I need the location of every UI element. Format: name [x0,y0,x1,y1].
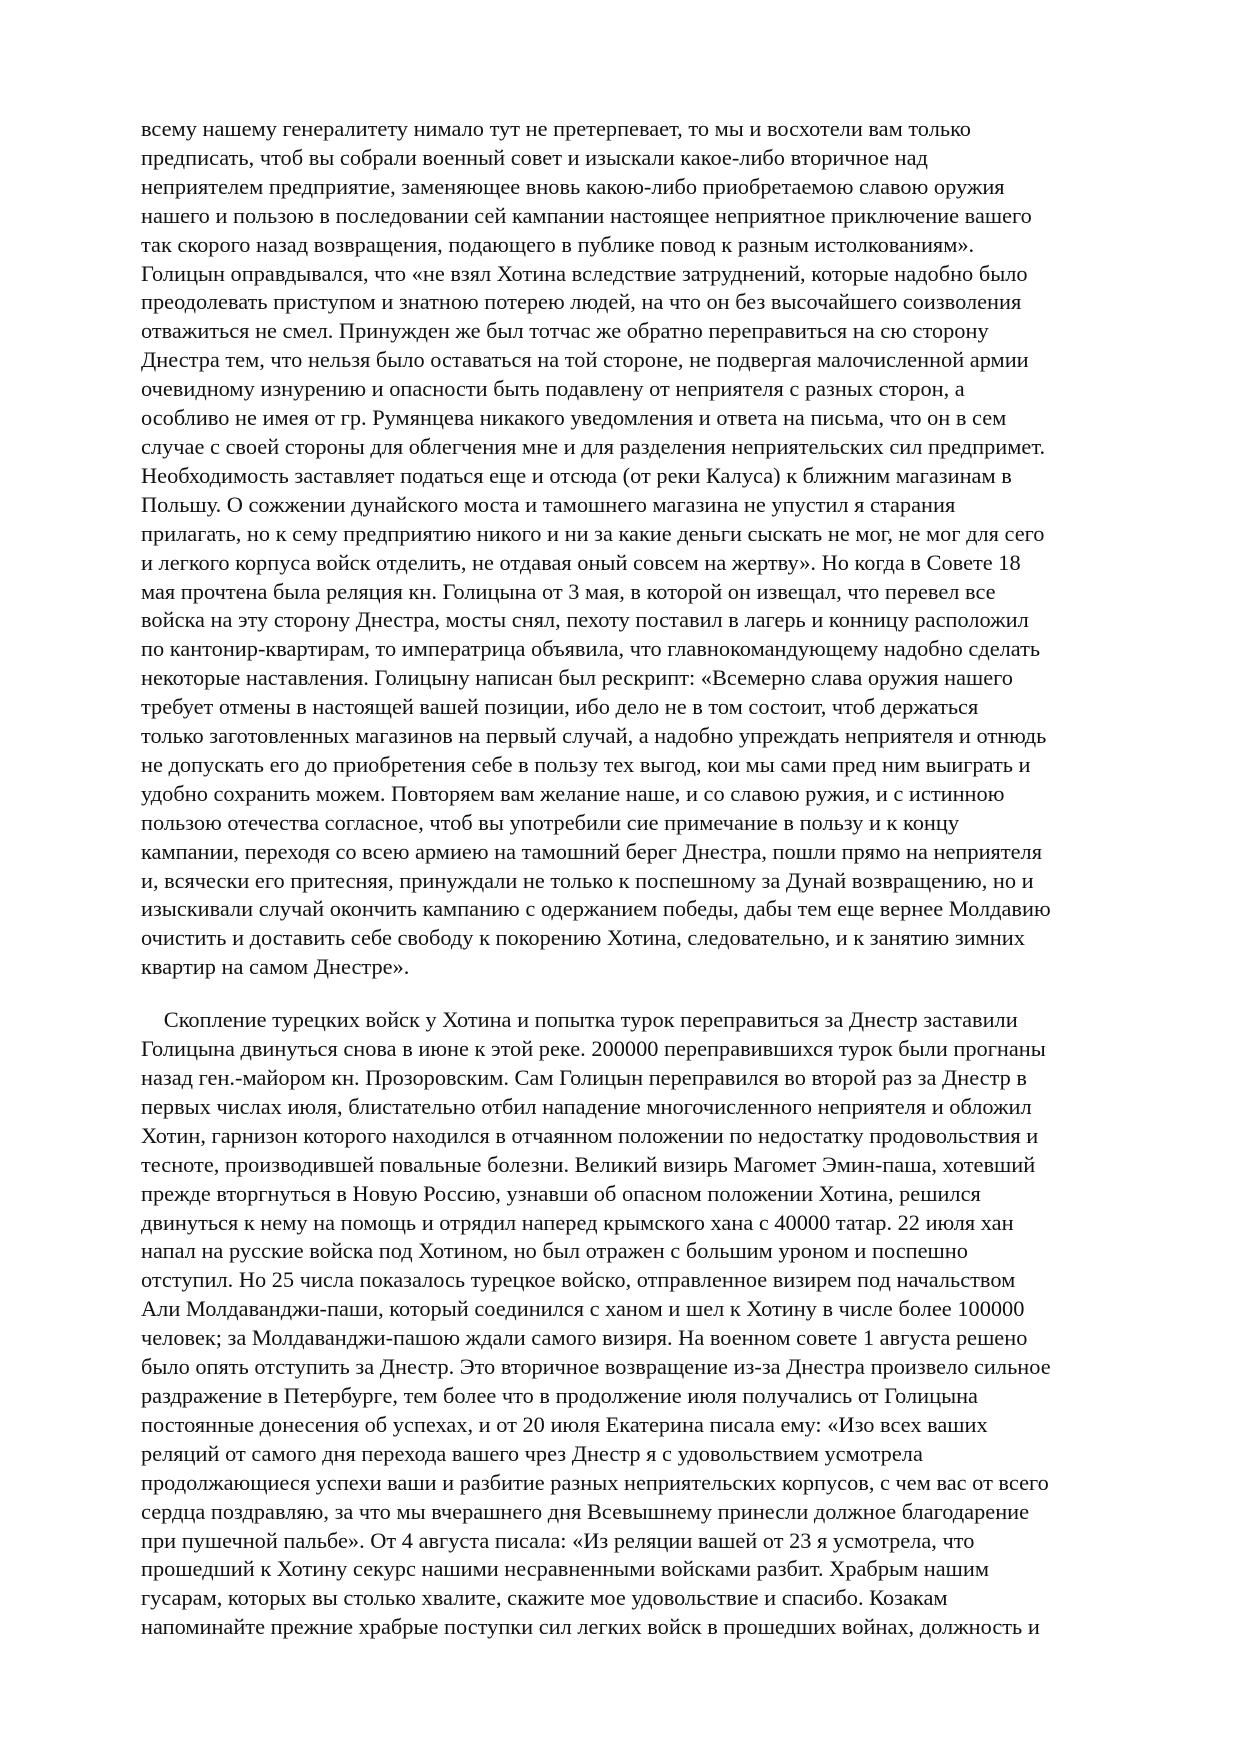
text-line: особливо не имея от гр. Румянцева никакого уведомления и ответа на письма, что он в сем [141,405,1007,431]
text-line: постоянные донесения об успехах, и от 20 июля Екатерина писала ему: «Изо всех ваших [141,1411,988,1437]
text-line: не допускать его до приобретения себе в пользу тех выгод, кои мы сами пред ним выиграть и [141,751,1031,777]
text-line: двинуться к нему на помощь и отрядил наперед крымского хана с 40000 татар. 22 июля хан [141,1209,1014,1235]
text-line: нашего и пользою в последовании сей кампании настоящее неприятное приключение вашего [141,202,1032,228]
text-line: и легкого корпуса войск отделить, не отдавая оный совсем на жертву». Но когда в Совете 18 [141,549,1021,575]
text-line: только заготовленных магазинов на первый случай, а надобно упреждать неприятеля и отнюдь [141,723,1047,749]
text-line: очистить и доставить себе свободу к покорению Хотина, следовательно, и к занятию зимних [141,925,1025,951]
text-line: удобно сохранить можем. Повторяем вам желание наше, и со славою ружия, и с истинною [141,780,1005,806]
text-line: прошедший к Хотину секурс нашими несравненными войсками разбит. Храбрым нашим [141,1556,990,1582]
text-line: случае с своей стороны для облегчения мне и для разделения неприятельских сил предпримет. [141,433,1046,459]
text-line: так скорого назад возвращения, подающего в публике повод к разным истолкованиям». [141,231,975,257]
text-line: реляций от самого дня перехода вашего чрез Днестр я с удовольствием усмотрела [141,1440,923,1466]
text-line: Польшу. О сожжении дунайского моста и тамошнего магазина не упустил я старания [141,491,956,517]
text-line: и, всячески его притесняя, принуждали не только к поспешному за Дунай возвращению, но и [141,867,1034,893]
text-line: Хотин, гарнизон которого находился в отчаянном положении по недостатку продовольствия и [141,1122,1039,1148]
text-line: преодолевать приступом и знатною потерею людей, на что он без высочайшего соизволения [141,289,1022,315]
text-line: изыскивали случай окончить кампанию с одержанием победы, дабы тем еще вернее Молдавию [141,896,1051,922]
text-line: Голицына двинуться снова в июне к этой реке. 200000 переправившихся турок были прогнаны [141,1036,1046,1062]
text-line: войска на эту сторону Днестра, мосты снял, пехоту поставил в лагерь и конницу расположил [141,607,1029,633]
text-line: требует отмены в настоящей вашей позиции, ибо дело не в том состоит, чтоб держаться [141,694,979,720]
text-line: пользою отечества согласное, чтоб вы употребили сие примечание в пользу и к концу [141,809,960,835]
text-line: сердца поздравляю, за что мы вчерашнего дня Всевышнему принесли должное благодарение [141,1498,1030,1524]
text-line: Голицын оправдывался, что «не взял Хотина вследствие затруднений, которые надобно было [141,260,1028,286]
text-line: при пушечной пальбе». От 4 августа писала: «Из реляции вашей от 23 я усмотрела, что [141,1527,975,1553]
text-line: отступил. Но 25 числа показалось турецкое войско, отправленное визирем под начальством [141,1267,1016,1293]
text-line: Али Молдаванджи-паши, который соединился с ханом и шел к Хотину в числе более 100000 [141,1296,1025,1322]
text-line: неприятелем предприятие, заменяющее вновь какою-либо приобретаемою славою оружия [141,173,1005,199]
text-line: первых числах июля, блистательно отбил нападение многочисленного неприятеля и обложил [141,1093,1032,1119]
text-line: Необходимость заставляет податься еще и отсюда (от реки Калуса) к ближним магазинам в [141,462,1012,488]
text-line: квартир на самом Днестре». [141,954,410,980]
text-line: некоторые наставления. Голицыну написан был рескрипт: «Всемерно слава оружия нашего [141,665,1013,691]
text-line: кампании, переходя со всею армиею на тамошний берег Днестра, пошли прямо на неприятеля [141,838,1042,864]
text-line: тесноте, производившей повальные болезни. Великий визирь Магомет Эмин-паша, хотевший [141,1151,1036,1177]
paragraph-1 [141,115,1141,982]
text-line: мая прочтена была реляция кн. Голицына от 3 мая, в которой он извещал, что перевел все [141,578,996,604]
text-line: назад ген.-майором кн. Прозоровским. Сам Голицын переправился во второй раз за Днестр в [141,1065,1028,1090]
text-line: прежде вторгнуться в Новую Россию, узнавши об опасном положении Хотина, решился [141,1180,981,1206]
body-text [141,115,1141,1642]
text-line: продолжающиеся успехи ваши и разбитие разных неприятельских корпусов, с чем вас от всего [141,1469,1049,1495]
paragraph-2 [141,1006,1141,1642]
text-line: Днестра тем, что нельзя было оставаться на той стороне, не подвергая малочисленной армии [141,347,1029,373]
text-line: всему нашему генералитету нимало тут не претерпевает, то мы и восхотели вам только [141,116,971,141]
text-line: по кантонир-квартирам, то императрица объявила, что главнокомандующему надобно сделать [141,636,1041,662]
text-line: Скопление турецких войск у Хотина и попытка турок переправиться за Днестр заставили [163,1007,1018,1033]
text-line: предписать, чтоб вы собрали военный совет и изыскали какое-либо вторичное над [141,144,928,170]
text-line: отважиться не смел. Принужден же был тотчас же обратно переправиться на сю сторону [141,318,989,344]
text-line: гусарам, которых вы столько хвалите, скажите мое удовольствие и спасибо. Козакам [141,1585,948,1611]
text-line: прилагать, но к сему предприятию никого и ни за какие деньги сыскать не мог, не мог для сего [141,520,1045,546]
text-line: раздражение в Петербурге, тем более что в продолжение июля получались от Голицына [141,1382,978,1408]
text-line: напоминайте прежние храбрые поступки сил легких войск в прошедших войнах, должность и [141,1614,1040,1640]
text-line: было опять отступить за Днестр. Это вторичное возвращение из-за Днестра произвело сильное [141,1354,1051,1380]
text-line: напал на русские войска под Хотином, но был отражен с большим уроном и поспешно [141,1238,968,1264]
text-line: человек; за Молдаванджи-пашою ждали самого визиря. На военном совете 1 августа решено [141,1325,1028,1351]
text-line: очевидному изнурению и опасности быть подавлену от неприятеля с разных сторон, а [141,376,965,402]
